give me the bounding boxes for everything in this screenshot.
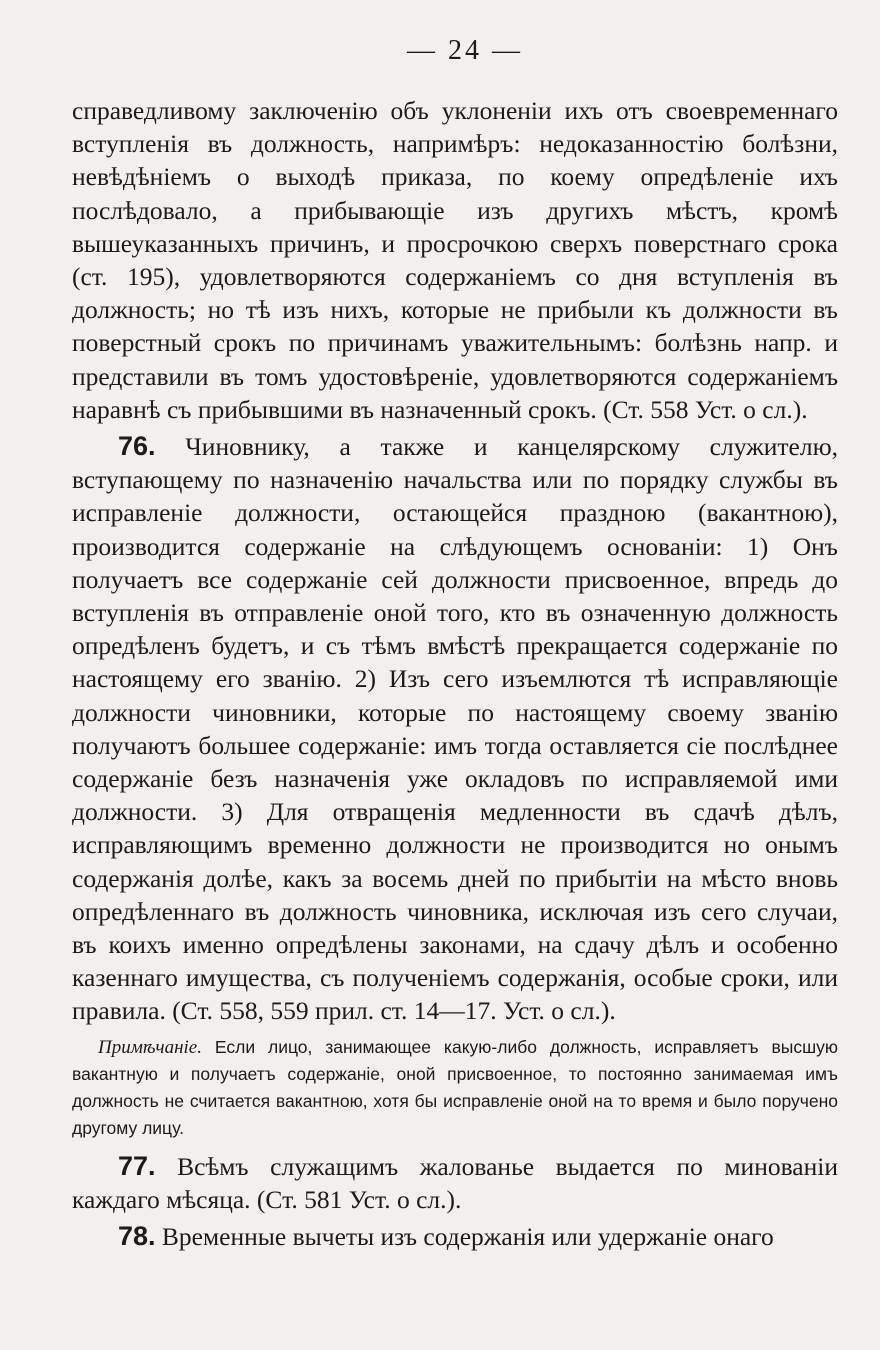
paragraph-continuation xyxy=(72,94,838,426)
page-number: — 24 — xyxy=(407,35,523,66)
note-text: Если лицо, занимающее какую-либо должность, исправляетъ высшую вакантную и получаетъ содержаніе, оной присвоенное, то постоянно занимаемая имъ должность не считается вакантною, хотя бы исправленіе оной на то время и было поручено другому лицу. xyxy=(72,1036,838,1138)
article-text: Чиновнику, а также и канцелярскому служителю, вступающему по назначенію начальства или по порядку службы въ исправленіе должности, остающейся праздною (вакантною), производится содержаніе на слѣдующемъ основаніи: 1) Онъ получаетъ все содержаніе сей должности присвоенное, впредь до вступленія въ отправленіе оной того, кто въ означенную должность опредѣленъ будетъ, и съ тѣмъ вмѣстѣ прекращается содержаніе по настоящему его званію. 2) Изъ сего изъемлются тѣ исправляющіе должности чиновники, которые по настоящему своему званію получаютъ большее содержаніе: имъ тогда оставляется сіе послѣднее содержаніе безъ назначенія уже окладовъ по исправляемой ими должности. 3) Для отвращенія медленности въ сдачѣ дѣлъ, исправляющимъ временно должности не производится но онымъ содержанія долѣе, какъ за восемь дней по прибытіи на мѣсто вновь опредѣленнаго въ должность чиновника, исключая изъ сего случаи, въ коихъ именно опредѣлены законами, на сдачу дѣлъ и особенно казеннаго имущества, съ полученіемъ содержанія, особые сроки, или правила. (Ст. 558, 559 прил. ст. 14—17. Уст. о сл.). xyxy=(72,432,838,1026)
article-number: 76. xyxy=(118,431,156,462)
note-label: Примѣчаніе. xyxy=(98,1036,202,1058)
article-76 xyxy=(72,430,838,1028)
article-number: 77. xyxy=(118,1150,156,1181)
article-text: Временные вычеты изъ содержанія или удержаніе онаго xyxy=(155,1222,774,1252)
article-text: Всѣмъ служащимъ жалованье выдается по минованіи каждаго мѣсяца. (Ст. 581 Уст. о сл.). xyxy=(72,1151,838,1214)
article-77 xyxy=(72,1150,838,1216)
article-78 xyxy=(72,1220,838,1253)
article-number: 78. xyxy=(118,1221,156,1252)
paragraph-text: справедливому заключенію объ уклоненіи ихъ отъ своевременнаго вступленія въ должность, напримѣръ: недоказанностію болѣзни, невѣдѣніемъ о выходѣ приказа, по коему опредѣленіе ихъ послѣдовало, а прибывающіе изъ другихъ мѣстъ, кромѣ вышеуказанныхъ причинъ, и просрочкою сверхъ поверстнаго срока (ст. 195), удовлетворяются содержаніемъ со дня вступленія въ должность; но тѣ изъ нихъ, которые не прибыли къ должности въ поверстный срокъ по причинамъ уважительнымъ: болѣзнь напр. и представили въ томъ удостовѣреніе, удовлетворяются содержаніемъ наравнѣ съ прибывшими въ назначенный срокъ. (Ст. 558 Уст. о сл.). xyxy=(72,96,838,424)
article-76-note xyxy=(72,1034,838,1142)
